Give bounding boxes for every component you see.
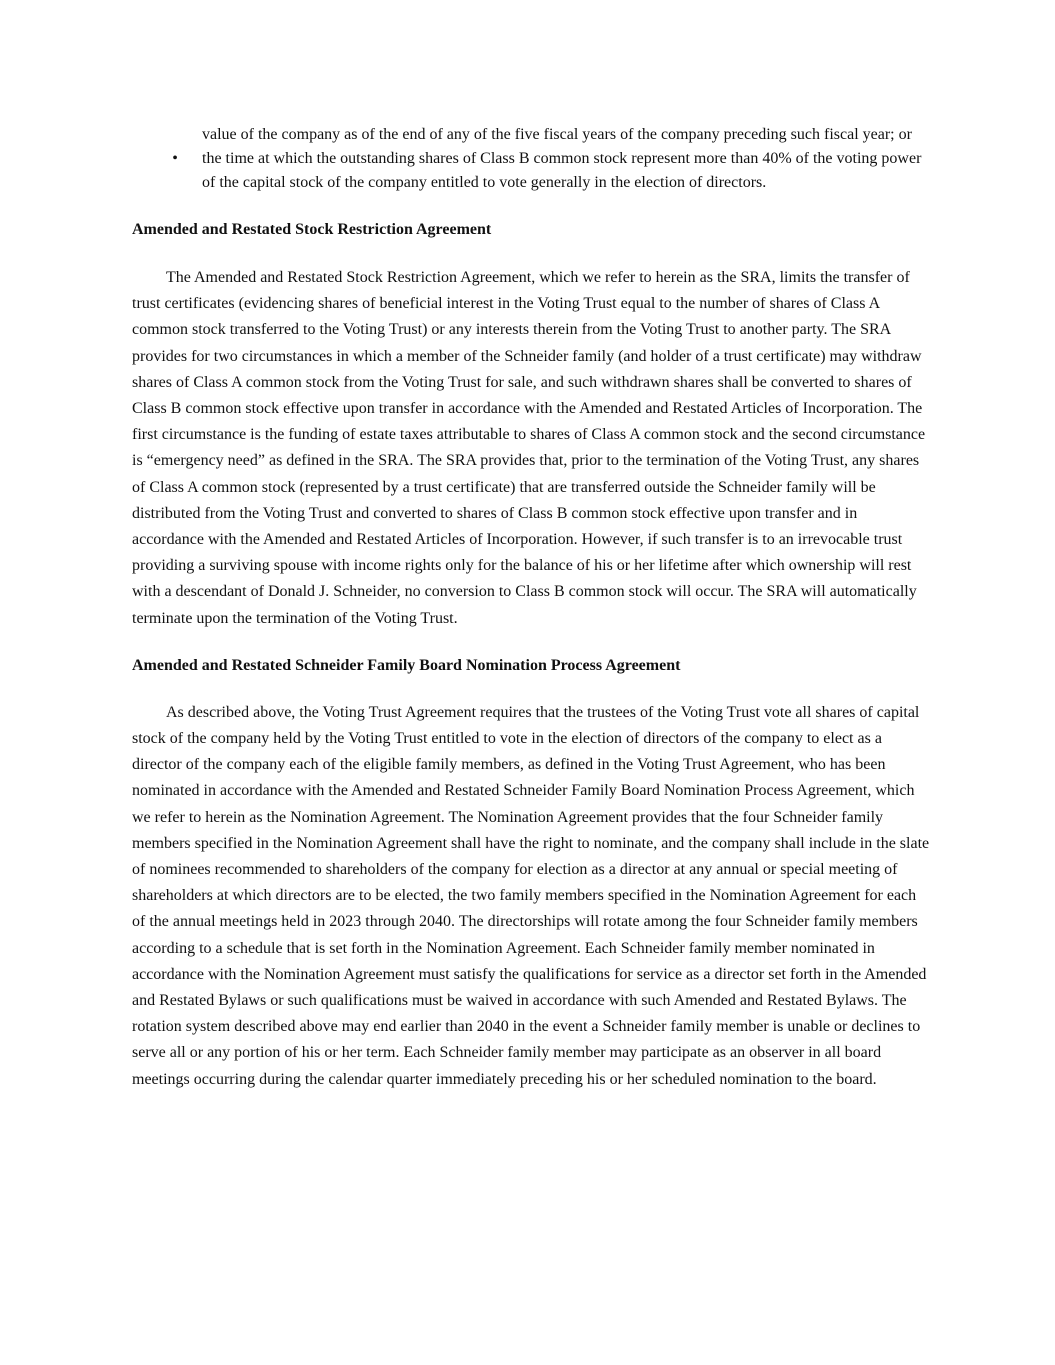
section-heading-board-nomination: Amended and Restated Schneider Family Board Nomination Process Agreement [132,656,681,674]
bullet-continuation-text: value of the company as of the end of any of the five fiscal years of the company preceding such fiscal year; or [202,126,912,143]
bullet-item-text: the time at which the outstanding shares of Class B common stock represent more than 40% of the voting power of the capital stock of the company entitled to vote generally in the election of directors. [202,150,922,191]
bullet-item [172,147,932,195]
document-page [132,123,932,1093]
bullet-list [132,123,932,195]
section-body-board-nomination: As described above, the Voting Trust Agreement requires that the trustees of the Voting Trust vote all shares of capital stock of the company held by the Voting Trust entitled to vote in the election of directors of the company to elect as a director of the company each of the eligible family members, as defined in the Voting Trust Agreement, who has been nominated in accordance with the Amended and Restated Schneider Family Board Nomination Process Agreement, which we refer to herein as the Nomination Agreement. The Nomination Agreement provides that the four Schneider family members specified in the Nomination Agreement shall have the right to nominate, and the company shall include in the slate of nominees recommended to shareholders of the company for election as a director at any annual or special meeting of shareholders at which directors are to be elected, the two family members specified in the Nomination Agreement for each of the annual meetings held in 2023 through 2040. The directorships will rotate among the four Schneider family members according to a schedule that is set forth in the Nomination Agreement. Each Schneider family member nominated in accordance with the Nomination Agreement must satisfy the qualifications for service as a director set forth in the Amended and Restated Bylaws or such qualifications must be waived in accordance with such Amended and Restated Bylaws. The rotation system described above may end earlier than 2040 in the event a Schneider family member is unable or declines to serve all or any portion of his or her term. Each Schneider family member may participate as an observer in all board meetings occurring during the calendar quarter immediately preceding his or her scheduled nomination to the board. [132,703,930,1088]
bullet-icon: • [172,150,178,167]
section-body-stock-restriction: The Amended and Restated Stock Restriction Agreement, which we refer to herein as the SRA, limits the transfer of trust certificates (evidencing shares of beneficial interest in the Voting Trust equal to the number of shares of Class A common stock transferred to the Voting Trust) or any interests therein from the Voting Trust to another party. The SRA provides for two circumstances in which a member of the Schneider family (and holder of a trust certificate) may withdraw shares of Class A common stock from the Voting Trust for sale, and such withdrawn shares shall be converted to shares of Class B common stock effective upon transfer in accordance with the Amended and Restated Articles of Incorporation. The first circumstance is the funding of estate taxes attributable to shares of Class A common stock and the second circumstance is “emergency need” as defined in the SRA. The SRA provides that, prior to the termination of the Voting Trust, any shares of Class A common stock (represented by a trust certificate) that are transferred outside the Schneider family will be distributed from the Voting Trust and converted to shares of Class B common stock effective upon transfer and in accordance with the Amended and Restated Articles of Incorporation. However, if such transfer is to an irrevocable trust providing a surviving spouse with income rights only for the balance of his or her lifetime after which ownership will rest with a descendant of Donald J. Schneider, no conversion to Class B common stock will occur. The SRA will automatically terminate upon the termination of the Voting Trust. [132,269,926,627]
section-heading-stock-restriction: Amended and Restated Stock Restriction Agreement [132,221,492,238]
